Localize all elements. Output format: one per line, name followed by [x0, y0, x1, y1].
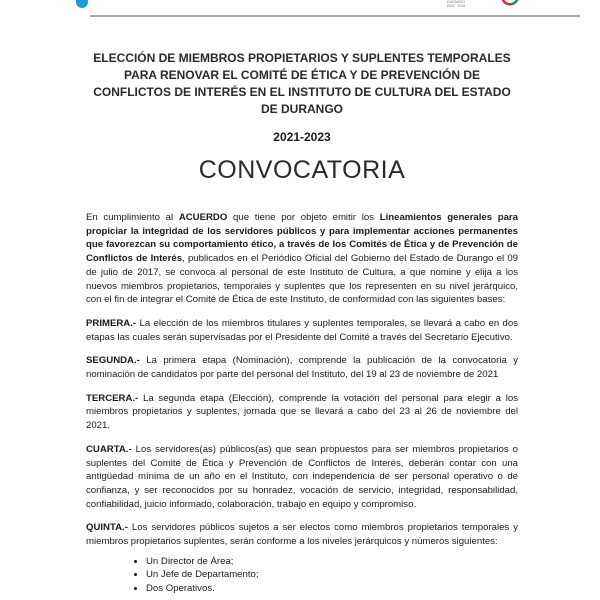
base-text: Los servidores públicos sujetos a ser electos como miembros propietarios temporales y miembros propietarios suplentes, serán conforme a los niveles jerárquicos y números siguientes: [86, 522, 518, 548]
base-text: La segunda etapa (Elección), comprende la votación del personal para elegir a los miembros propietarios y suplentes, jornada que se llevará a cabo del 23 al 26 de noviembre del 2021. [86, 392, 518, 432]
intro-text-1: En cumplimiento al [86, 212, 179, 223]
document-title: ELECCIÓN DE MIEMBROS PROPIETARIOS Y SUPLENTES TEMPORALES PARA RENOVAR EL COMITÉ DE ÉTICA Y DE PREVENCIÓN DE CONFLICTOS DE INTERÉS EN EL INSTITUTO DE CULTURA DEL ESTADO DE DURANGO [93, 51, 511, 116]
state-logo-icon [500, 0, 520, 6]
base-tercera [86, 392, 518, 433]
base-primera [86, 317, 518, 344]
institute-logo-icon [76, 0, 88, 8]
government-seal [432, 0, 480, 8]
list-item: • Un Director de Área; [146, 555, 518, 569]
base-label: SEGUNDA.- [86, 355, 140, 367]
base-label: CUARTA.- [86, 443, 132, 455]
intro-text-3: , publicados en el Periódico Oficial del Gobierno del Estado de Durango el 09 de julio de 2017, se convoca al personal de este Instituto de Cultura, a que nomine y elija a los nuevos miembros propietarios, temporales y suplentes que los representen en su nivel jerárquico, con el fin de integrar el Comité de Ética de este Instituto, de conformidad con las siguientes bases: [86, 253, 519, 306]
document-body [86, 50, 518, 596]
base-label: PRIMERA.- [86, 317, 137, 329]
page-title: CONVOCATORIA [198, 156, 406, 184]
intro-paragraph [86, 211, 518, 307]
base-label: TERCERA.- [86, 392, 139, 404]
header-divider [90, 15, 580, 17]
period-years: 2021-2023 [273, 130, 331, 144]
seal-line-1: DURANGO [447, 0, 465, 4]
base-segunda [86, 354, 518, 381]
intro-bold-1: ACUERDO [178, 212, 228, 223]
intro-bold-2: Lineamientos generales para propiciar la integridad de los servidores públicos y para implementar acciones permanentes que favorezcan su comportamiento ético, a través de los Comités de Ética y de Prevención de Conflictos de Interés [86, 212, 519, 265]
base-text: Los servidores(as) públicos(as) que sean propuestos para ser miembros propietarios o suplentes del Comité de Ética y Prevención de Conflictos de Interés, deberán contar con una antigüedad mínima de un año en el Instituto, con independencia de ser personal operativo o de confianza, y ser reconocidos por su honradez, vocación de servicio, integridad, responsabilidad, confiabilidad, juicio informado, colaboración, trabajo en equipo y compromiso. [86, 443, 518, 510]
base-label: QUINTA.- [86, 522, 128, 534]
base-quinta [86, 521, 518, 548]
base-cuarta [86, 443, 518, 512]
position-list [86, 555, 518, 596]
seal-line-2: 2016 · 2022 [446, 4, 466, 8]
intro-text-2: que tiene por objeto emitir los [227, 212, 380, 223]
list-item: • Dos Operativos. [146, 582, 518, 596]
list-item: • Un Jefe de Departamento; [146, 568, 518, 582]
base-text: La primera etapa (Nominación), comprende la publicación de la convocatoria y nominación de candidatos por parte del personal del Instituto, del 19 al 23 de noviembre de 2021 [86, 355, 518, 381]
base-text: La elección de los miembros titulares y suplentes temporales, se llevará a cabo en dos etapas las cuales serán supervisadas por el Presidente del Comité a través del Secretario Ejecutivo. [86, 317, 518, 343]
